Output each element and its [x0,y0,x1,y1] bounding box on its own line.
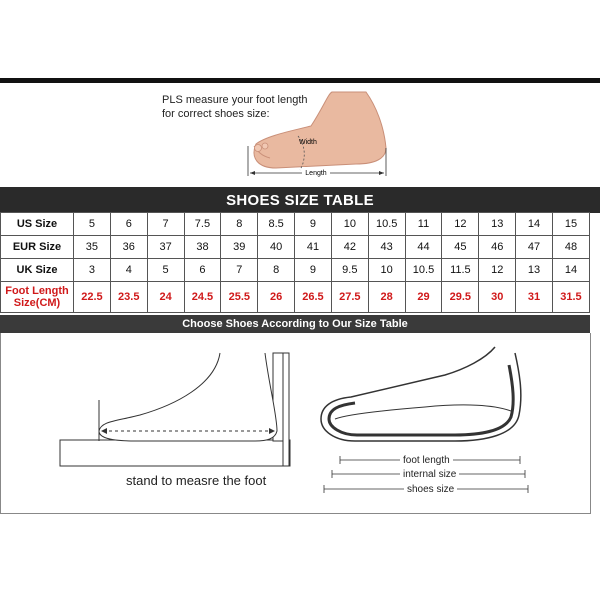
cell: 28 [368,282,405,313]
cell: 45 [442,236,479,259]
cell: 26 [258,282,295,313]
cell: 31.5 [552,282,589,313]
size-table-title: SHOES SIZE TABLE [226,191,374,209]
width-label: Width [299,139,317,146]
cell: 24.5 [184,282,221,313]
guide-caption: stand to measre the foot [126,473,267,488]
cell: 40 [258,236,295,259]
cell: 48 [552,236,589,259]
table-row [1,282,590,313]
row-label: US Size [1,213,74,236]
cell: 14 [552,259,589,282]
cell: 6 [184,259,221,282]
cell: 6 [110,213,147,236]
cell: 39 [221,236,258,259]
cell: 36 [110,236,147,259]
cell: 13 [516,259,553,282]
size-table-title-band [0,187,600,213]
cell: 7.5 [184,213,221,236]
cell: 4 [110,259,147,282]
foot-length-label: foot length [400,455,453,466]
cell: 44 [405,236,442,259]
foot-shape [254,92,386,168]
cell: 12 [442,213,479,236]
instruction-line-1: PLS measure your foot length [162,94,308,106]
cell: 22.5 [74,282,111,313]
size-table [0,212,590,313]
top-divider [0,78,600,83]
cell: 5 [74,213,111,236]
foot-measure-illustration [236,86,406,186]
cell: 8 [221,213,258,236]
cell: 15 [552,213,589,236]
row-label [1,282,74,313]
table-row [1,236,590,259]
cell: 29.5 [442,282,479,313]
cell: 31 [516,282,553,313]
cell: 7 [147,213,184,236]
cell: 38 [184,236,221,259]
cell: 10.5 [405,259,442,282]
cell: 25.5 [221,282,258,313]
row-label: EUR Size [1,236,74,259]
cell: 26.5 [295,282,332,313]
cell: 24 [147,282,184,313]
shoes-size-label: shoes size [404,484,457,495]
cell: 46 [479,236,516,259]
cell: 35 [74,236,111,259]
row-label-line-1: Foot Length [5,285,69,297]
cell: 5 [147,259,184,282]
cell: 10 [331,213,368,236]
cell: 12 [479,259,516,282]
internal-size-label: internal size [400,469,459,480]
cell: 27.5 [331,282,368,313]
cell: 8 [258,259,295,282]
cell: 29 [405,282,442,313]
cell: 9 [295,259,332,282]
instruction-line-2: for correct shoes size: [162,108,270,120]
cell: 37 [147,236,184,259]
cell: 9.5 [331,259,368,282]
cell: 8.5 [258,213,295,236]
guide-subtitle-band [0,315,590,333]
length-label: Length [305,170,327,177]
row-label-line-2: Size(CM) [13,297,61,309]
cell: 10 [368,259,405,282]
cell: 41 [295,236,332,259]
table-row [1,213,590,236]
cell: 11 [405,213,442,236]
table-row [1,259,590,282]
cell: 11.5 [442,259,479,282]
row-label: UK Size [1,259,74,282]
guide-subtitle: Choose Shoes According to Our Size Table [182,318,408,330]
foot-against-wall-illustration [55,345,305,475]
cell: 13 [479,213,516,236]
cell: 23.5 [110,282,147,313]
cell: 47 [516,236,553,259]
cell: 3 [74,259,111,282]
cell: 14 [516,213,553,236]
cell: 7 [221,259,258,282]
cell: 9 [295,213,332,236]
cell: 42 [331,236,368,259]
shoe-sole-illustration [315,345,535,455]
cell: 10.5 [368,213,405,236]
cell: 43 [368,236,405,259]
cell: 30 [479,282,516,313]
